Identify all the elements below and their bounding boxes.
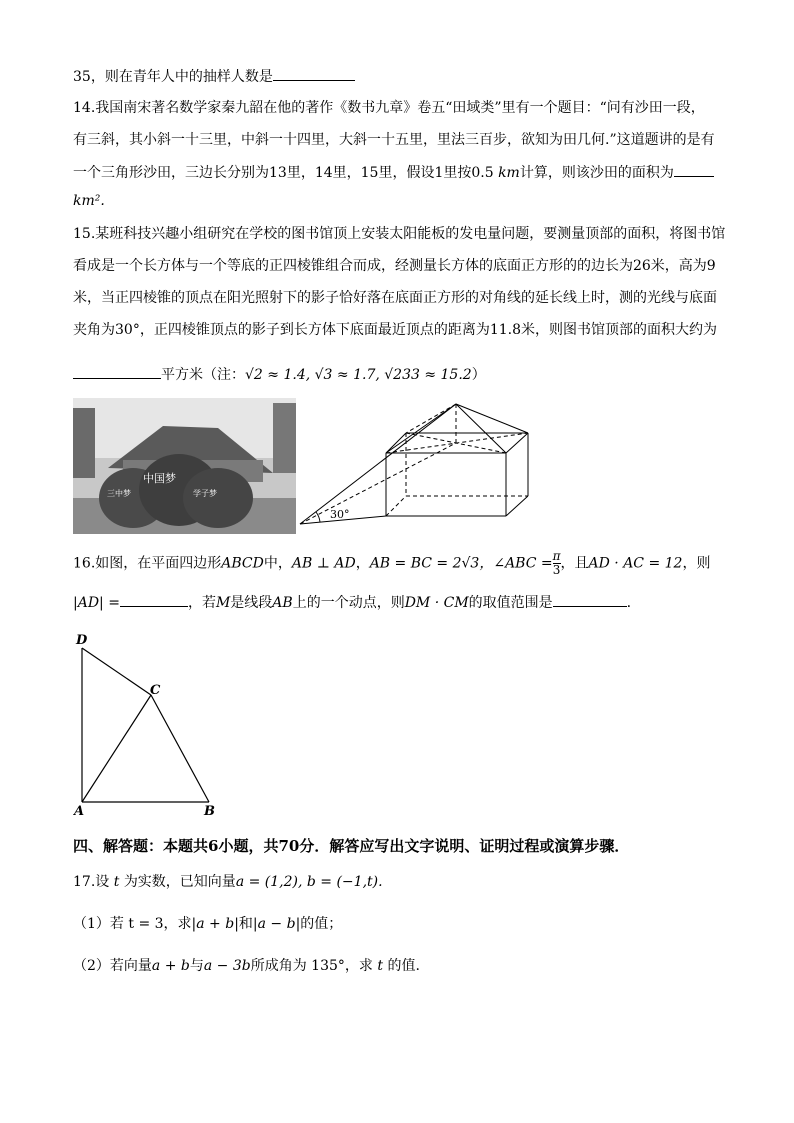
quadrilateral-figure [72,632,232,822]
q15-line-1: 15.某班科技兴趣小组研究在学校的图书馆顶上安装太阳能板的发电量问题，要测量顶部的面积，将图书馆 [73,226,726,242]
q15-line-5: 平方米（注：√2 ≈ 1.4, √3 ≈ 1.7, √233 ≈ 15.2） [73,364,486,385]
sign-right-text: 学子梦 [193,489,217,498]
answer-blank [273,66,355,81]
q17-line-3: （2）若向量a + b与a − 3b所成角为 135°，求 t 的值. [73,958,420,974]
sign-main-text: 中国梦 [143,472,176,485]
answer-blank [120,592,188,607]
vertex-label-b: B [204,804,215,819]
vertex-label-d: D [76,633,88,648]
library-photo [73,398,296,534]
vertex-label-a: A [74,804,85,819]
q15-line-4: 夹角为30°，正四棱锥顶点的影子到长方体下底面最近顶点的距离为11.8米，则图书馆顶部的面积大约为 [73,322,717,338]
q14-line-1: 14.我国南宋著名数学家秦九韶在他的著作《数书九章》卷五“田域类”里有一个题目：“问有沙田一段， [73,100,705,116]
q14-line-2: 有三斜，其小斜一十三里，中斜一十四里，大斜一十五里，里法三百步，欲知为田几何.”这道题讲的是有 [73,132,715,148]
pi-over-3-fraction: $\frac{\pi}{3}$ [552,549,561,577]
q16-line-2: |AD| = ，若M是线段AB上的一个动点，则DM · CM的取值范围是 . [73,592,631,613]
section-4-heading: 四、解答题：本题共6小题，共70分．解答应写出文字说明、证明过程或演算步骤． [73,837,630,855]
q14-line-3: 一个三角形沙田，三边长分别为13里，14里，15里，假设1里按0.5 km计算，则该沙田的面积为 [73,162,714,183]
sign-left-text: 三中梦 [107,489,131,498]
answer-blank [553,592,627,607]
answer-blank [674,162,714,177]
angle-label: 30° [330,508,350,521]
library-model-diagram [296,396,536,536]
q17-line-2: （1）若 t = 3，求|a + b|和|a − b|的值； [73,916,343,932]
q13-tail: 35，则在青年人中的抽样人数是 [73,66,355,87]
q15-line-2: 看成是一个长方体与一个等底的正四棱锥组合而成，经测量长方体的底面正方形的的边长为26米，高为9 [73,258,716,274]
vertex-label-c: C [150,683,161,698]
answer-blank [73,364,161,379]
q16-line-1: 16.如图，在平面四边形ABCD中，AB ⊥ AD，AB = BC = 2√3，∠ABC = $\frac{\pi}{3}$ ，且AD · AC = 12，则 [73,549,711,577]
q17-line-1: 17.设 t 为实数，已知向量a = (1,2), b = (−1,t). [73,874,383,890]
q14-line-4: km². [73,193,105,209]
q15-line-3: 米，当正四棱锥的顶点在阳光照射下的影子恰好落在底面正方形的对角线的延长线上时，测的光线与底面 [73,290,717,306]
